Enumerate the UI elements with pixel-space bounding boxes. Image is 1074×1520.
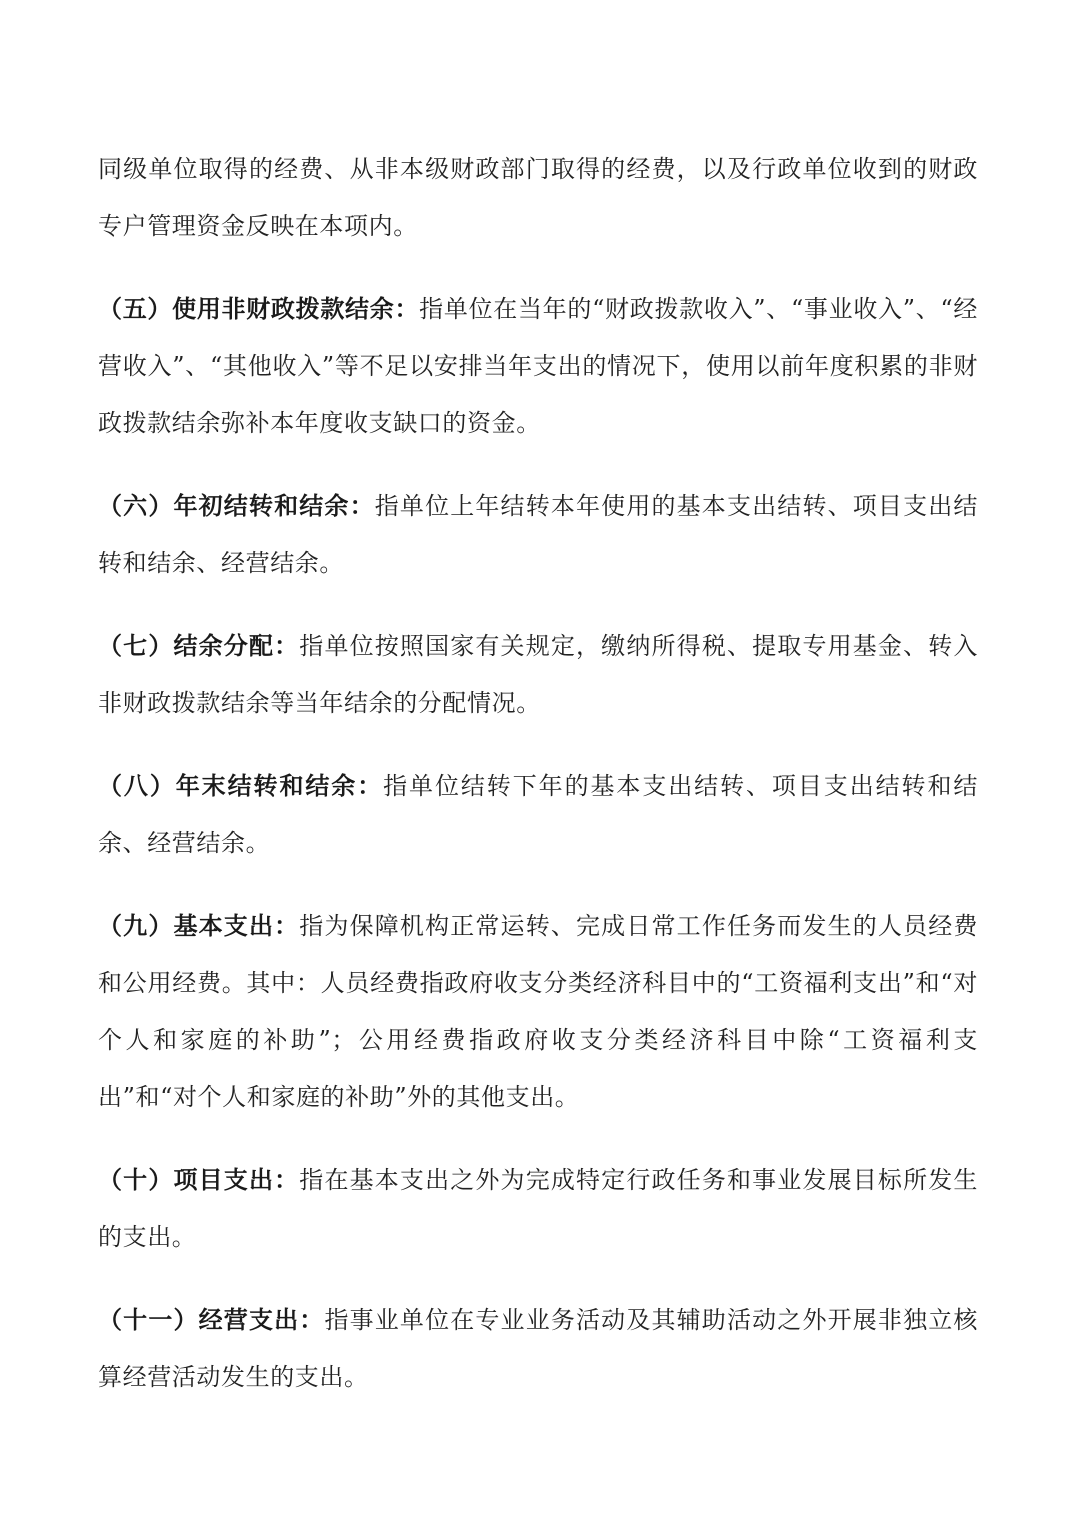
paragraph-term: （六）年初结转和结余： (98, 491, 375, 520)
paragraph-text: 同级单位取得的经费、从非本级财政部门取得的经费，以及行政单位收到的财政专户管理资金反映在本项内。 (98, 155, 978, 240)
paragraph-text: 指为保障机构正常运转、完成日常工作任务而发生的人员经费和公用经费。其中：人员经费指政府收支分类经济科目中的“工资福利支出”和“对个人和家庭的补助”；公用经费指政府收支分类经济科目中除“工资福利支出”和“对个人和家庭的补助”外的其他支出。 (98, 912, 978, 1111)
paragraph-text: 指在基本支出之外为完成特定行政任务和事业发展目标所发生的支出。 (98, 1166, 978, 1251)
paragraph-continuation (98, 140, 978, 255)
paragraph-text: 指事业单位在专业业务活动及其辅助活动之外开展非独立核算经营活动发生的支出。 (98, 1306, 978, 1391)
paragraph-text: 指单位在当年的“财政拨款收入”、“事业收入”、“经营收入”、“其他收入”等不足以安排当年支出的情况下，使用以前年度积累的非财政拨款结余弥补本年度收支缺口的资金。 (98, 295, 978, 437)
paragraph-text: 指单位按照国家有关规定，缴纳所得税、提取专用基金、转入非财政拨款结余等当年结余的分配情况。 (98, 632, 978, 717)
paragraph-term: （十一）经营支出： (98, 1305, 325, 1334)
paragraph-term: （八）年末结转和结余： (98, 771, 384, 800)
paragraph-item-6 (98, 477, 978, 592)
document-body (98, 140, 978, 1431)
paragraph-term: （九）基本支出： (98, 911, 300, 940)
paragraph-item-7 (98, 617, 978, 732)
paragraph-item-8 (98, 757, 978, 872)
paragraph-term: （七）结余分配： (98, 631, 300, 660)
paragraph-item-10 (98, 1151, 978, 1266)
paragraph-text: 指单位上年结转本年使用的基本支出结转、项目支出结转和结余、经营结余。 (98, 492, 978, 577)
paragraph-item-9 (98, 897, 978, 1126)
paragraph-term: （十）项目支出： (98, 1165, 300, 1194)
paragraph-item-11 (98, 1291, 978, 1406)
paragraph-text: 指单位结转下年的基本支出结转、项目支出结转和结余、经营结余。 (98, 772, 978, 857)
paragraph-term: （五）使用非财政拨款结余： (98, 294, 420, 323)
paragraph-item-5 (98, 280, 978, 452)
